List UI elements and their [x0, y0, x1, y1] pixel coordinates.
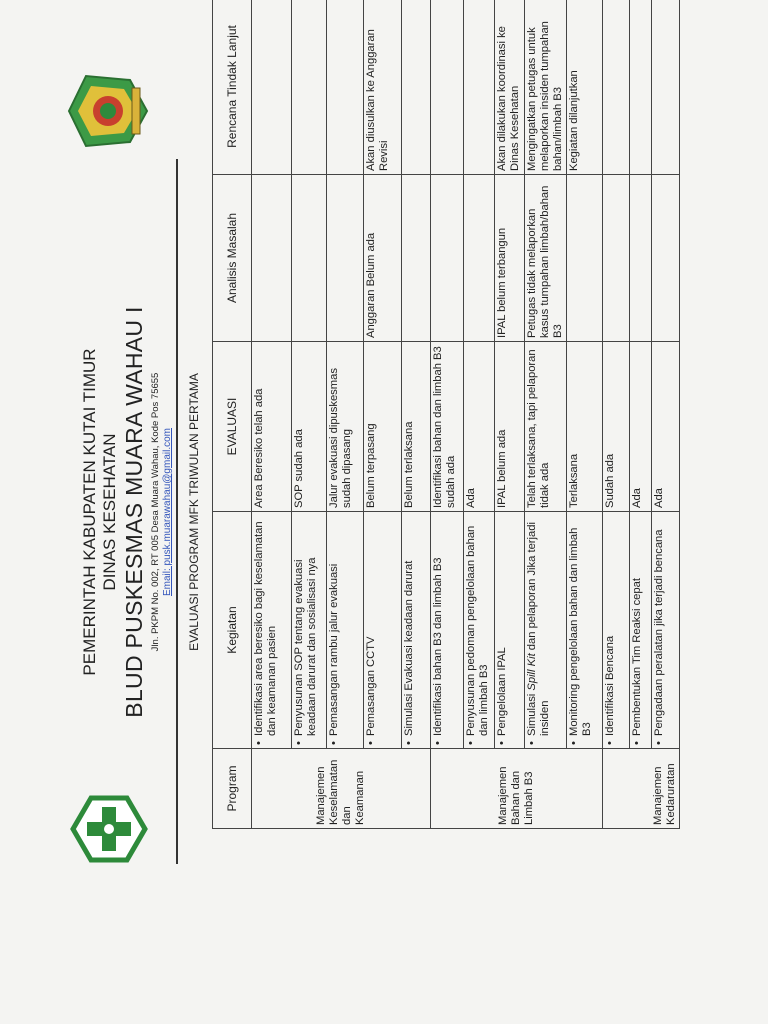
column-header-evaluasi: EVALUASI — [213, 342, 252, 512]
kegiatan-text: Identifikasi Bencana — [604, 635, 616, 736]
bullet-dot: • — [365, 741, 377, 745]
analisis-cell — [292, 175, 327, 342]
table-row — [525, 0, 567, 829]
evaluasi-cell: Identifikasi bahan dan limbah B3 sudah ada — [431, 342, 464, 512]
rtl-cell: Kegiatan dilanjutkan — [567, 0, 603, 175]
rtl-cell: Akan dilakukan koordinasi ke Dinas Kesehatan — [495, 0, 525, 175]
bullet-dot: • — [465, 741, 477, 745]
kegiatan-cell — [364, 512, 402, 749]
table-row — [402, 0, 431, 829]
header-institution: BLUD PUSKESMAS MUARA WAHAU I — [121, 306, 147, 718]
evaluation-table — [212, 0, 680, 829]
analisis-cell — [567, 175, 603, 342]
evaluasi-cell: Area Beresiko telah ada — [252, 342, 292, 512]
kegiatan-cell — [567, 512, 603, 749]
table-row — [252, 0, 292, 829]
kegiatan-cell — [327, 512, 364, 749]
kegiatan-text: Penyusunan pedoman pengelolaan bahan dan limbah B3 — [465, 525, 490, 736]
rtl-cell — [630, 0, 652, 175]
program-cell: Manajemen Kedaruratan — [603, 749, 680, 829]
bullet-dot: • — [432, 741, 444, 745]
analisis-cell — [603, 175, 630, 342]
kegiatan-text: Pengelolaan IPAL — [496, 647, 508, 736]
kegiatan-text: Simulasi Evakuasi keadaan darurat — [403, 560, 415, 736]
kegiatan-text: Pembentukan Tim Reaksi cepat — [631, 578, 643, 736]
kegiatan-cell — [630, 512, 652, 749]
kegiatan-text: Pemasangan rambu jalur evakuasi — [328, 563, 340, 736]
header-divider — [176, 159, 178, 864]
kegiatan-cell — [603, 512, 630, 749]
kegiatan-text: Monitoring pengelolaan bahan dan limbah B3 — [568, 527, 593, 736]
kegiatan-text: Pengadaan peralatan jika terjadi bencana — [653, 529, 665, 736]
bullet-dot: • — [526, 741, 538, 745]
kegiatan-cell — [252, 512, 292, 749]
rtl-cell — [431, 0, 464, 175]
rtl-cell: Mengingatkan petugas untuk melaporkan insiden tumpahan bahan/limbah B3 — [525, 0, 567, 175]
table-row — [652, 0, 680, 829]
bullet-dot: • — [496, 741, 508, 745]
bullet-dot: • — [328, 741, 340, 745]
evaluasi-cell: Belum terpasang — [364, 342, 402, 512]
header-agency: DINAS KESEHATAN — [100, 433, 119, 591]
header-address: Jln. PKPM No. 002, RT 005 Desa Muara Wahau, Kode Pos 75655 — [150, 372, 161, 652]
kegiatan-cell — [292, 512, 327, 749]
bullet-dot: • — [403, 741, 415, 745]
document-title: EVALUASI PROGRAM MFK TRIWULAN PERTAMA — [187, 373, 201, 651]
kegiatan-text: Identifikasi bahan B3 dan limbah B3 — [432, 557, 444, 736]
analisis-cell — [431, 175, 464, 342]
kegiatan-text: Penyusunan SOP tentang evakuasi keadaan darurat dan sosialisasi nya — [293, 557, 318, 736]
analisis-cell: Anggaran Belum ada — [364, 175, 402, 342]
analisis-cell — [630, 175, 652, 342]
evaluasi-cell: IPAL belum ada — [495, 342, 525, 512]
analisis-cell — [252, 175, 292, 342]
table-row — [464, 0, 495, 829]
kegiatan-cell — [464, 512, 495, 749]
kegiatan-cell — [402, 512, 431, 749]
kegiatan-text-pre: Simulasi — [526, 690, 538, 736]
evaluasi-cell: Terlaksana — [567, 342, 603, 512]
kegiatan-text-post: dan pelaporan Jika terjadi insiden — [526, 522, 551, 736]
evaluasi-cell: Ada — [464, 342, 495, 512]
rtl-cell — [252, 0, 292, 175]
column-header-program: Program — [213, 749, 252, 829]
evaluasi-cell: Ada — [652, 342, 680, 512]
rtl-cell — [327, 0, 364, 175]
program-cell: Manajemen Bahan dan Limbah B3 — [431, 749, 603, 829]
header-email-link[interactable]: Email: pusk.muarawahau@gmail.com — [162, 428, 173, 596]
table-row — [630, 0, 652, 829]
kegiatan-cell — [525, 512, 567, 749]
rtl-cell — [652, 0, 680, 175]
rtl-cell — [464, 0, 495, 175]
analisis-cell — [652, 175, 680, 342]
bullet-dot: • — [293, 741, 305, 745]
table-header-row — [213, 0, 252, 829]
bullet-dot: • — [653, 741, 665, 745]
table-row — [327, 0, 364, 829]
header-government: PEMERINTAH KABUPATEN KUTAI TIMUR — [80, 348, 99, 676]
table-row — [567, 0, 603, 829]
table-row — [364, 0, 402, 829]
column-header-kegiatan: Kegiatan — [213, 512, 252, 749]
table-row — [603, 0, 630, 829]
evaluasi-cell: SOP sudah ada — [292, 342, 327, 512]
evaluasi-cell: Telah terlaksana, tapi pelaporan tidak ada — [525, 342, 567, 512]
analisis-cell: IPAL belum terbangun — [495, 175, 525, 342]
analisis-cell: Petugas tidak melaporkan kasus tumpahan limbah/bahan B3 — [525, 175, 567, 342]
kegiatan-text-italic: Spill Kit — [526, 653, 538, 691]
rtl-cell — [402, 0, 431, 175]
column-header-analisis: Analisis Masalah — [213, 175, 252, 342]
analisis-cell — [402, 175, 431, 342]
rtl-cell: Akan diusulkan ke Anggaran Revisi — [364, 0, 402, 175]
evaluasi-cell: Jalur evakuasi dipuskesmas sudah dipasang — [327, 342, 364, 512]
kegiatan-cell — [495, 512, 525, 749]
kegiatan-cell — [431, 512, 464, 749]
bullet-dot: • — [604, 741, 616, 745]
bullet-dot: • — [253, 741, 265, 745]
kegiatan-text: Identifikasi area beresiko bagi keselamatan dan keamanan pasien — [253, 521, 278, 736]
rtl-cell — [603, 0, 630, 175]
analisis-cell — [464, 175, 495, 342]
table-row — [292, 0, 327, 829]
analisis-cell — [327, 175, 364, 342]
bullet-dot: • — [568, 741, 580, 745]
table-row — [431, 0, 464, 829]
program-cell: Manajemen Keselamatan dan Keamanan — [252, 749, 431, 829]
evaluasi-cell: Ada — [630, 342, 652, 512]
evaluasi-cell: Belum terlaksana — [402, 342, 431, 512]
kegiatan-cell — [652, 512, 680, 749]
kegiatan-text: Pemasangan CCTV — [365, 636, 377, 736]
table-row — [495, 0, 525, 829]
rtl-cell — [292, 0, 327, 175]
bullet-dot: • — [631, 741, 643, 745]
evaluasi-cell: Sudah ada — [603, 342, 630, 512]
column-header-rencana: Rencana Tindak Lanjut — [213, 0, 252, 175]
